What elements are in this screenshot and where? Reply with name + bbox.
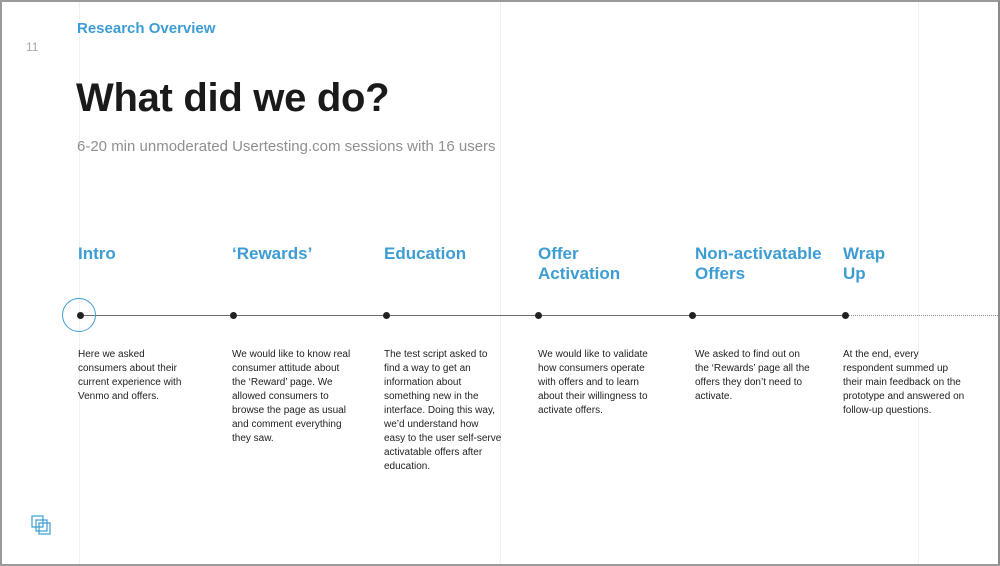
step-description-non-activatable-offers: We asked to find out on the ‘Rewards’ page all the offers they don’t need to activate. [695, 349, 810, 402]
slide-title: What did we do? [76, 76, 390, 120]
timeline-continuation [845, 315, 998, 316]
step-description-offer-activation: We would like to validate how consumers operate with offers and to learn about their willingness to activate offers. [538, 349, 648, 416]
timeline-dot-rewards [230, 312, 237, 319]
step-title-rewards: ‘Rewards’ [232, 244, 313, 263]
timeline-dot-offer-activation [535, 312, 542, 319]
section-label: Research Overview [77, 20, 216, 37]
timeline-line [80, 315, 845, 316]
page-number: 11 [26, 40, 39, 54]
step-description-wrap-up: At the end, every respondent summed up their main feedback on the prototype and answered on follow-up questions. [843, 349, 965, 416]
timeline-dot-education [383, 312, 390, 319]
timeline-dot-non-activatable-offers [689, 312, 696, 319]
guide-line [500, 2, 501, 564]
step-description-rewards: We would like to know real consumer attitude about the ‘Reward’ page. We allowed consumers to browse the page as usual and comment everything they saw. [232, 349, 351, 444]
slide-subtitle: 6-20 min unmoderated Usertesting.com sessions with 16 users [77, 138, 496, 155]
step-title-education: Education [384, 244, 467, 263]
step-description-intro: Here we asked consumers about their current experience with Venmo and offers. [78, 349, 182, 402]
step-title-intro: Intro [78, 244, 116, 263]
timeline-dot-wrap-up [842, 312, 849, 319]
step-title-offer-activation: Offer Activation [538, 244, 621, 283]
guide-line [918, 2, 919, 564]
step-description-education: The test script asked to find a way to get an information about something new in the interface. Doing this way, we’d understand how easy to the user self-serve activatable offers after education. [384, 349, 502, 472]
squares-logo-icon [31, 515, 51, 535]
step-title-non-activatable-offers: Non-activatable Offers [695, 244, 822, 283]
timeline-dot-intro [77, 312, 84, 319]
step-title-wrap-up: Wrap Up [843, 244, 886, 283]
